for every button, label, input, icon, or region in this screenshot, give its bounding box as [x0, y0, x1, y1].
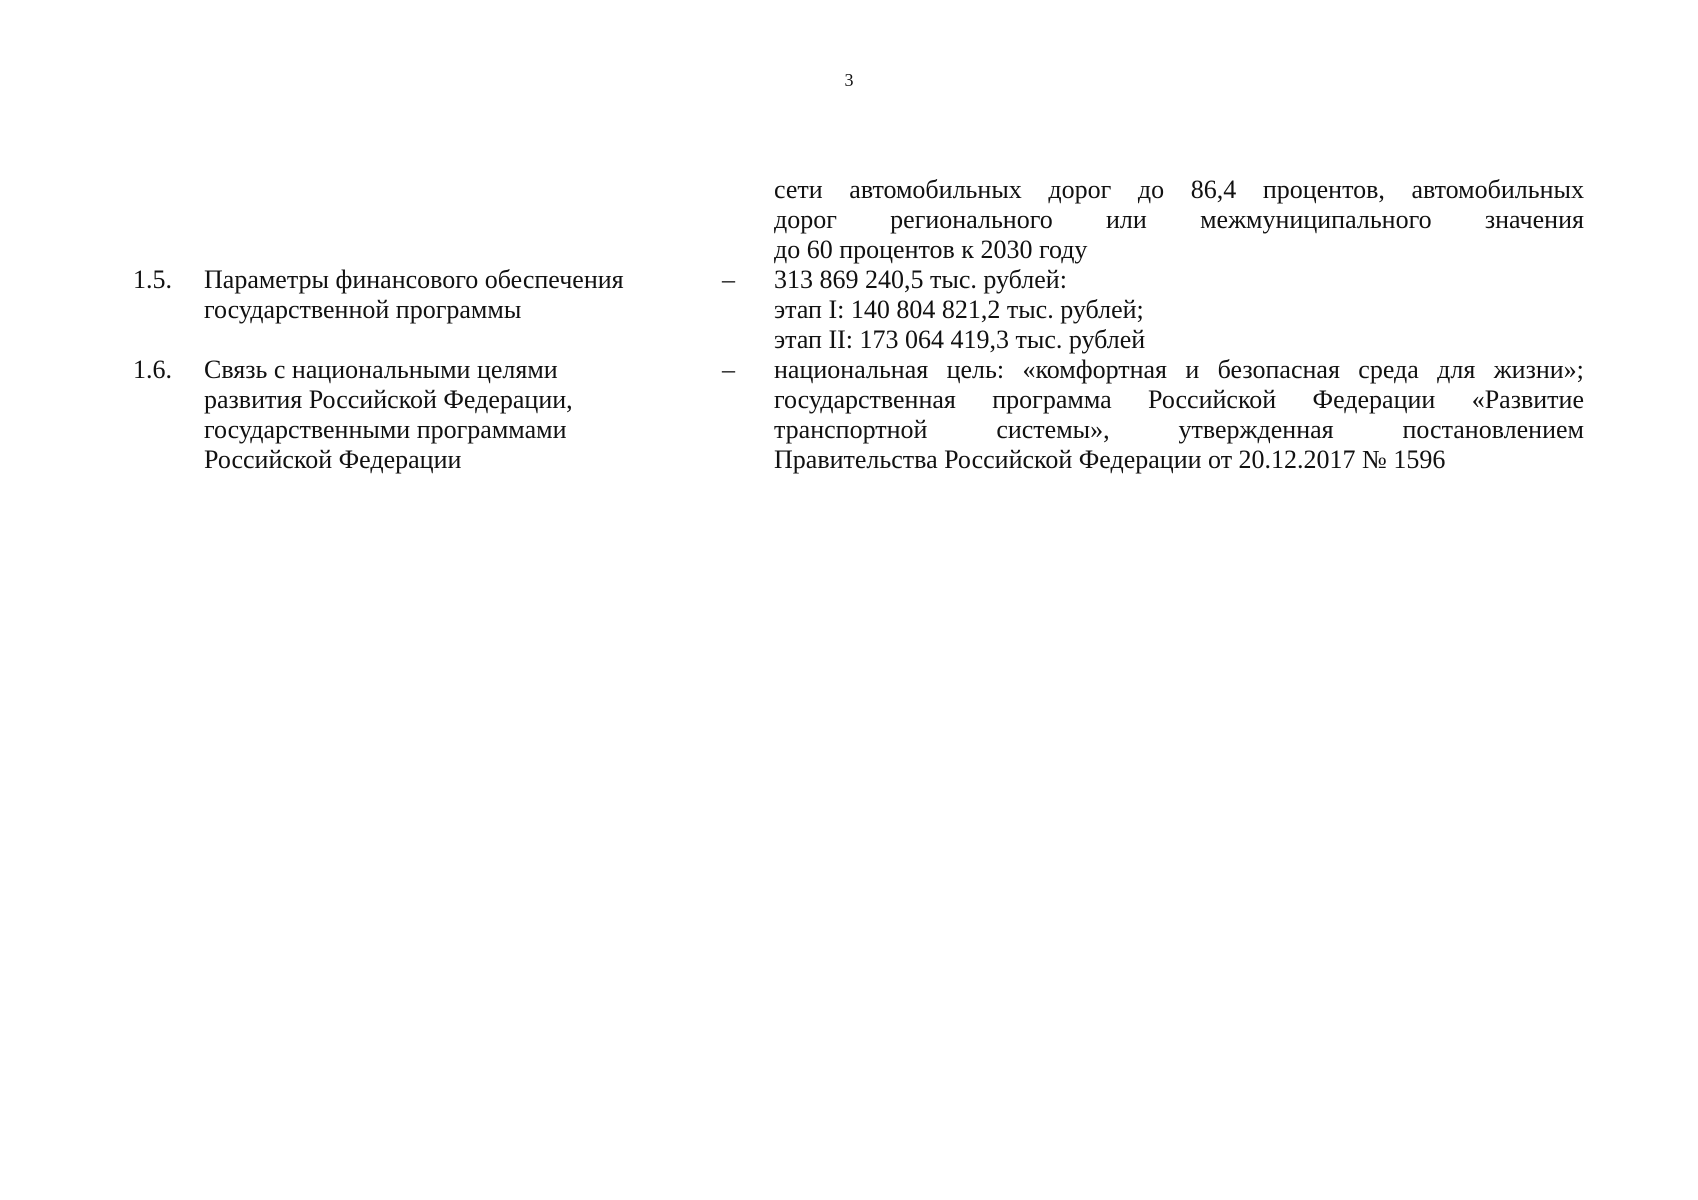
- row-dash-1-6: –: [722, 355, 735, 384]
- row-dash-1-5: –: [722, 265, 735, 294]
- continuation-line-2: дорог регионального или межмуниципального значения: [774, 205, 1584, 234]
- row-label-1-6-line-4: Российской Федерации: [204, 445, 462, 474]
- row-label-1-5-line-2: государственной программы: [204, 295, 522, 324]
- row-label-1-6-line-3: государственными программами: [204, 415, 567, 444]
- row-label-1-5-line-1: Параметры финансового обеспечения: [204, 265, 624, 294]
- continuation-line-1: сети автомобильных дорог до 86,4 процентов, автомобильных: [774, 175, 1584, 204]
- row-value-1-5-line-2: этап I: 140 804 821,2 тыс. рублей;: [774, 295, 1144, 324]
- row-number-1-6: 1.6.: [133, 355, 172, 384]
- page-number: 3: [844, 70, 854, 90]
- row-value-1-6-line-4: Правительства Российской Федерации от 20.12.2017 № 1596: [774, 445, 1446, 474]
- continuation-line-3: до 60 процентов к 2030 году: [774, 235, 1088, 264]
- row-value-1-5-line-1: 313 869 240,5 тыс. рублей:: [774, 265, 1067, 294]
- row-value-1-5-line-3: этап II: 173 064 419,3 тыс. рублей: [774, 325, 1146, 354]
- row-number-1-5: 1.5.: [133, 265, 172, 294]
- row-value-1-6-line-2: государственная программа Российской Федерации «Развитие: [774, 385, 1584, 414]
- row-value-1-6-line-3: транспортной системы», утвержденная постановлением: [774, 415, 1584, 444]
- row-label-1-6-line-2: развития Российской Федерации,: [204, 385, 573, 414]
- row-label-1-6-line-1: Связь с национальными целями: [204, 355, 558, 384]
- row-value-1-6-line-1: национальная цель: «комфортная и безопасная среда для жизни»;: [774, 355, 1584, 384]
